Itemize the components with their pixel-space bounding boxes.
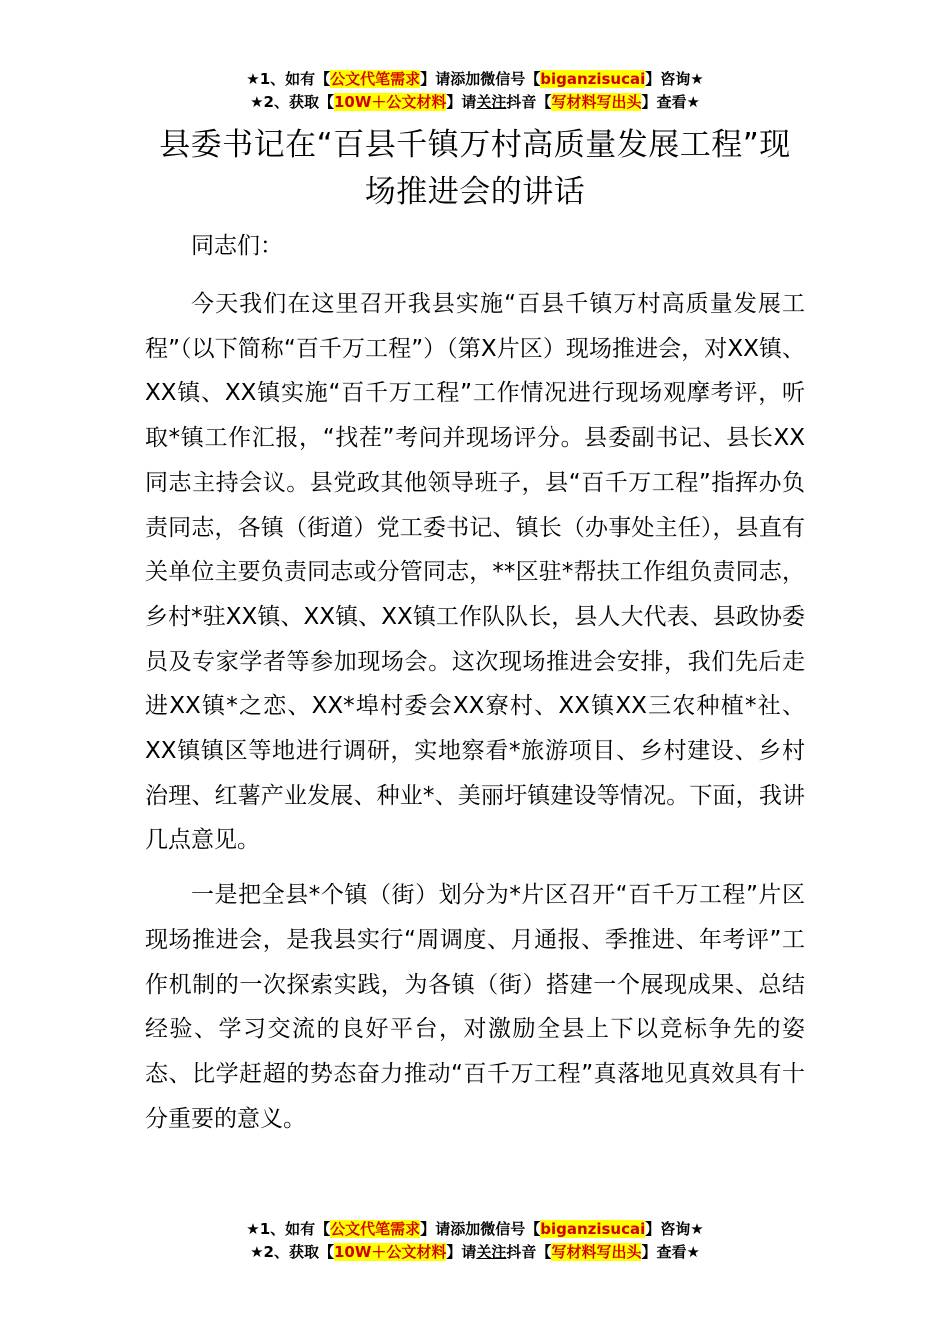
footer-wechat-id: biganzisucai	[540, 1220, 646, 1238]
footer-text: 】请	[446, 1243, 477, 1261]
header-wechat-id: biganzisucai	[540, 70, 646, 88]
header-text: ★2、获取【	[250, 93, 334, 111]
footer-line-1	[0, 1218, 950, 1241]
footer-text: ★1、如有【	[246, 1220, 331, 1238]
header-highlight: 10W＋公文材料	[333, 93, 447, 111]
header-banner	[0, 68, 950, 114]
header-text: 抖音【	[506, 93, 552, 111]
footer-banner	[0, 1218, 950, 1264]
paragraph: 今天我们在这里召开我县实施“百县千镇万村高质量发展工程”（以下简称“百千万工程”）（第X片区）现场推进会，对XX镇、XX镇、XX镇实施“百千万工程”工作情况进行现场观摩考评，听取*镇工作汇报，“找茬”考问并现场评分。县委副书记、县长XX同志主持会议。县党政其他领导班子，县“百千万工程”指挥办负责同志，各镇（街道）党工委书记、镇长（办事处主任），县直有关单位主要负责同志或分管同志，**区驻*帮扶工作组负责同志，乡村*驻XX镇、XX镇、XX镇工作队队长，县人大代表、县政协委员及专家学者等参加现场会。这次现场推进会安排，我们先后走进XX镇*之恋、XX*埠村委会XX寮村、XX镇XX三农种植*社、XX镇镇区等地进行调研，实地察看*旅游项目、乡村建设、乡村治理、红薯产业发展、种业*、美丽圩镇建设等情况。下面，我讲几点意见。	[145, 291, 805, 854]
footer-line-2	[0, 1241, 950, 1264]
footer-text: ★2、获取【	[250, 1243, 334, 1261]
header-text: 】请添加微信号【	[420, 70, 541, 88]
header-text: 】咨询★	[645, 70, 704, 88]
footer-highlight: 公文代笔需求	[330, 1220, 421, 1238]
header-text: ★1、如有【	[246, 70, 331, 88]
greeting: 同志们：	[191, 233, 283, 259]
document-title: 县委书记在“百县千镇万村高质量发展工程”现场推进会的讲话	[159, 127, 791, 210]
footer-text: 抖音【	[506, 1243, 552, 1261]
footer-text: 】请添加微信号【	[420, 1220, 541, 1238]
footer-text: 】查看★	[641, 1243, 700, 1261]
header-text: 】查看★	[641, 93, 700, 111]
header-highlight: 公文代笔需求	[330, 70, 421, 88]
footer-highlight: 写材料写出头	[551, 1243, 642, 1261]
header-line-2	[0, 91, 950, 114]
header-text: 】请	[446, 93, 477, 111]
footer-text: 】咨询★	[645, 1220, 704, 1238]
header-underlined: 关注	[476, 93, 507, 111]
header-line-1	[0, 68, 950, 91]
paragraph: 一是把全县*个镇（街）划分为*片区召开“百千万工程”片区现场推进会，是我县实行“周调度、月通报、季推进、年考评”工作机制的一次探索实践，为各镇（街）搭建一个展现成果、总结经验、学习交流的良好平台，对激励全县上下以竞标争先的姿态、比学赶超的势态奋力推动“百千万工程”真落地见真效具有十分重要的意义。	[145, 882, 805, 1132]
footer-highlight: 10W＋公文材料	[333, 1243, 447, 1261]
footer-underlined: 关注	[476, 1243, 507, 1261]
document-body	[145, 224, 805, 1151]
header-highlight: 写材料写出头	[551, 93, 642, 111]
